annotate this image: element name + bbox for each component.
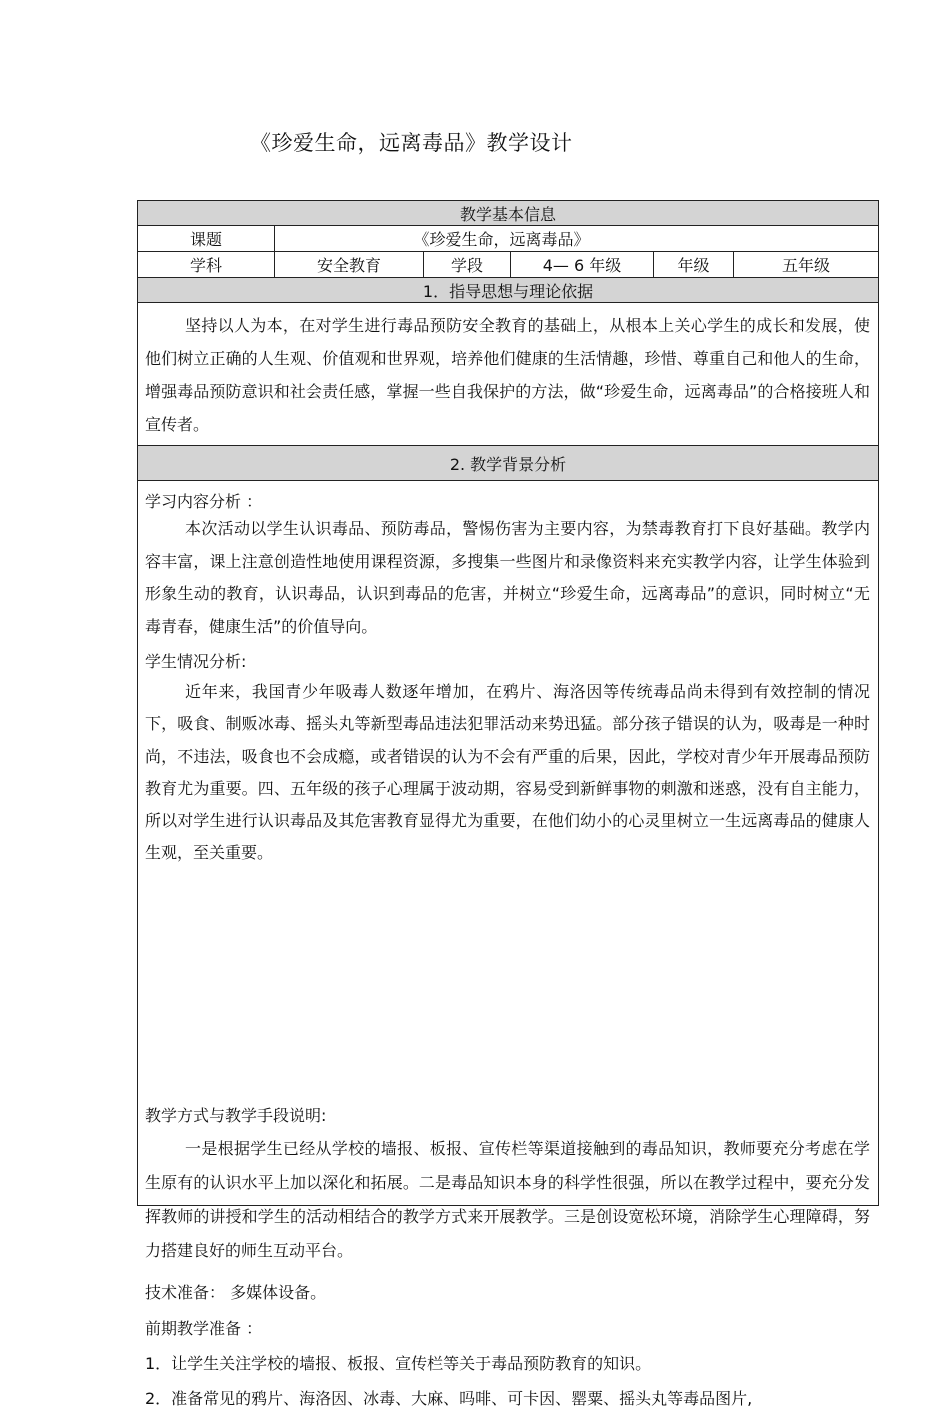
method-label: 教学方式与教学手段说明: — [145, 1106, 327, 1125]
prep-label: 前期教学准备 ： — [145, 1319, 263, 1338]
content-analysis-paragraph: 本次活动以学生认识毒品、预防毒品，警惕伤害为主要内容，为禁毒教育打下良好基础。教学内容丰富，课上注意创造性地使用课程资源，多搜集一些图片和录像资料来充实教学内容，让学生体验到形象生动的教育，认识毒品，认识到毒品的危害，并树立“珍爱生命，远离毒品”的意识，同时树立“无毒青春，健康生活”的价值导向。 — [145, 519, 870, 636]
topic-row — [138, 226, 878, 252]
content-analysis-label: 学习内容分析 ： — [145, 492, 263, 511]
section1-header — [138, 278, 878, 303]
subject-label: 学科 — [138, 252, 275, 277]
lesson-plan-table — [137, 200, 879, 1408]
stage-label: 学段 — [424, 252, 511, 277]
section2-header — [138, 446, 878, 481]
method-paragraph: 一是根据学生已经从学校的墙报、板报、宣传栏等渠道接触到的毒品知识，教师要充分考虑在学生原有的认识水平上加以深化和拓展。二是毒品知识本身的科学性很强，所以在教学过程中，要充分发挥教师的讲授和学生的活动相结合的教学方式来开展教学。三是创设宽松环境，消除学生心理障碍，努力搭建良好的师生互动平台。 — [145, 1139, 870, 1260]
topic-value — [275, 226, 878, 251]
prep-item-2: 2．准备常见的鸦片、海洛因、冰毒、大麻、吗啡、可卡因、罂粟、摇头丸等毒品图片, — [145, 1389, 753, 1408]
document-title: 《珍爱生命，远离毒品》教学设计 — [250, 131, 573, 155]
section1-header-text: 1．指导思想与理论依据 — [422, 281, 594, 301]
section1-paragraph: 坚持以人为本，在对学生进行毒品预防安全教育的基础上，从根本上关心学生的成长和发展，使他们树立正确的人生观、价值观和世界观，培养他们健康的生活情趣，珍惜、尊重自己和他人的生命，增强毒品预防意识和社会责任感，掌握一些自我保护的方法，做“珍爱生命，远离毒品”的合格接班人和宣传者。 — [145, 316, 870, 434]
subject-row — [138, 252, 878, 278]
section2-header-text: 2. 教学背景分析 — [449, 454, 567, 474]
section2-body — [138, 481, 878, 1408]
tech-prep-label: 技术准备： 多媒体设备。 — [145, 1283, 327, 1302]
basic-info-header-text: 教学基本信息 — [459, 204, 556, 224]
subject-value: 安全教育 — [275, 252, 424, 277]
section1-body — [138, 303, 878, 446]
student-analysis-label: 学生情况分析: — [145, 652, 247, 671]
prep-item-1: 1．让学生关注学校的墙报、板报、宣传栏等关于毒品预防教育的知识。 — [145, 1354, 652, 1373]
stage-value: 4— 6 年级 — [511, 252, 654, 277]
topic-value-text: 《珍爱生命，远离毒品》 — [413, 230, 590, 249]
basic-info-header — [138, 201, 878, 226]
grade-label: 年级 — [654, 252, 734, 277]
topic-label: 课题 — [138, 226, 275, 251]
student-analysis-paragraph: 近年来，我国青少年吸毒人数逐年增加，在鸦片、海洛因等传统毒品尚未得到有效控制的情况下，吸食、制贩冰毒、摇头丸等新型毒品违法犯罪活动来势迅猛。部分孩子错误的认为，吸毒是一种时尚，不违法，吸食也不会成瘾，或者错误的认为不会有严重的后果，因此，学校对青少年开展毒品预防教育尤为重要。四、五年级的孩子心理属于波动期，容易受到新鲜事物的刺激和迷惑，没有自主能力，所以对学生进行认识毒品及其危害教育显得尤为重要，在他们幼小的心灵里树立一生远离毒品的健康人生观，至关重要。 — [145, 682, 870, 863]
grade-value: 五年级 — [781, 256, 830, 275]
